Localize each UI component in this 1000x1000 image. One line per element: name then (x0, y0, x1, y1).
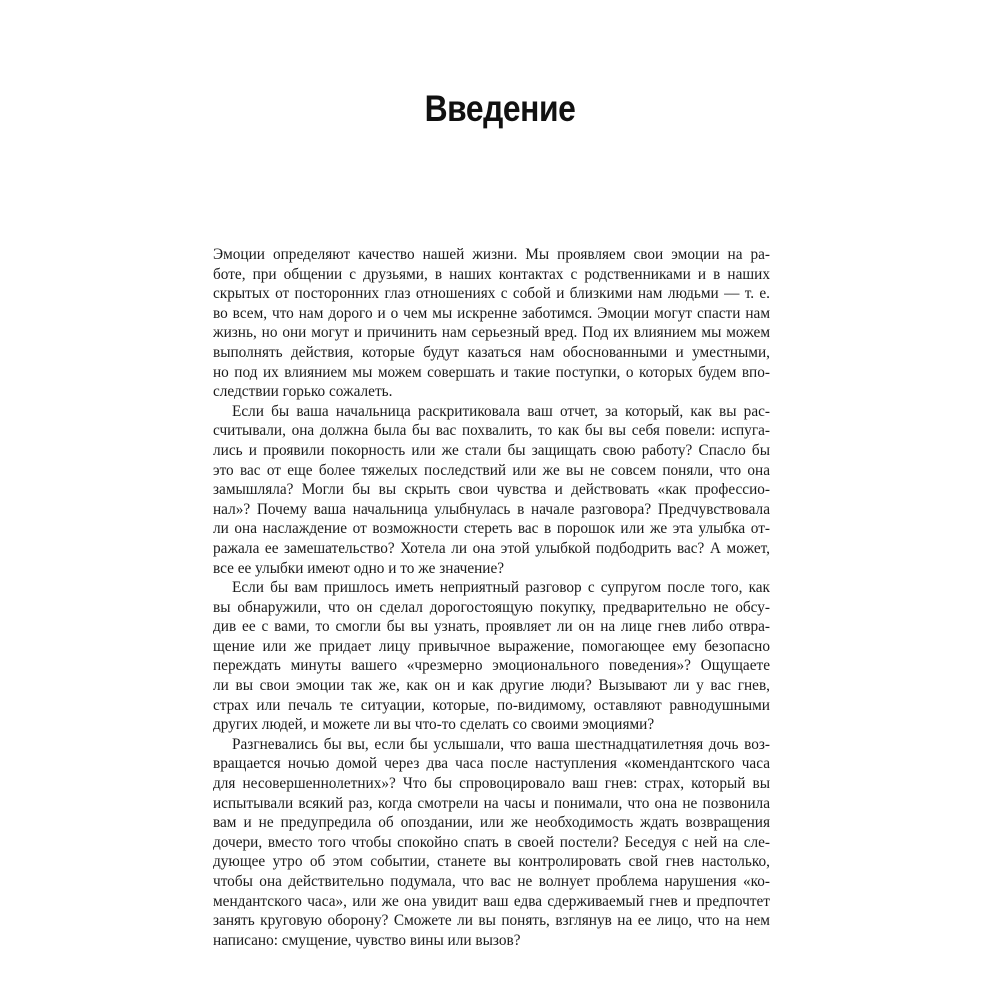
text-line: дующее утро об этом событии, станете вы контролировать свой гнев настолько, (213, 853, 770, 871)
text-line: боте, при общении с друзьями, в наших контактах с родственниками и в наших (213, 265, 770, 283)
text-line: вращается ночью домой через два часа после наступления «комендантского часа (213, 755, 770, 773)
text-line: дочери, вместо того чтобы спокойно спать в своей постели? Беседуя с ней на сле- (213, 833, 770, 851)
text-line: написано: смущение, чувство вины или вызов? (213, 931, 521, 949)
text-line: переждать минуты вашего «чрезмерно эмоционального поведения»? Ощущаете (213, 657, 770, 675)
text-line: других людей, и можете ли вы что-то сделать со своими эмоциями? (213, 716, 655, 734)
chapter-title: Введение (424, 88, 576, 129)
text-line: все ее улыбки имеют одно и то же значение? (213, 559, 505, 577)
text-line: мендантского часа», или же она увидит ваш едва сдерживаемый гнев и предпочтет (213, 892, 770, 910)
text-line: выполнять действия, которые будут казаться нам обоснованными и уместными, (213, 343, 770, 361)
text-line: ли она наслаждение от возможности стереть вас в порошок или же эта улыбка от- (213, 520, 770, 538)
paragraph (213, 578, 770, 735)
text-line: див ее с вами, то смогли бы вы узнать, проявляет ли он на лице гнев либо отвра- (213, 618, 770, 636)
text-line: замышляла? Могли бы вы скрыть свои чувства и действовать «как профессио- (213, 481, 770, 499)
paragraph (213, 245, 770, 402)
text-line: ли вы свои эмоции так же, как он и как другие люди? Вызывают ли у вас гнев, (213, 677, 770, 695)
text-line: Если бы вам пришлось иметь неприятный разговор с супругом после того, как (232, 579, 770, 597)
text-line: во всем, что нам дорого и о чем мы искренне заботимся. Эмоции могут спасти нам (213, 304, 770, 322)
text-line: для несовершеннолетних»? Что бы спровоцировало ваш гнев: страх, который вы (213, 775, 770, 793)
text-line: жизнь, но они могут и причинить нам серьезный вред. Под их влиянием мы можем (213, 324, 770, 342)
text-line: Разгневались бы вы, если бы услышали, что ваша шестнадцатилетняя дочь воз- (232, 735, 770, 753)
text-line: чтобы она действительно подумала, что вас не волнует проблема нарушения «ко- (213, 873, 770, 890)
body-text (213, 245, 770, 950)
text-line: но под их влиянием мы можем совершать и такие поступки, о которых будем впо- (213, 363, 770, 381)
text-line: ражала ее замешательство? Хотела ли она этой улыбкой подбодрить вас? А может, (213, 539, 770, 557)
text-line: лись и проявили покорность или же стали бы защищать свою работу? Спасло бы (213, 441, 770, 459)
text-line: страх или печаль те ситуации, которые, по-видимому, оставляют равнодушными (213, 696, 770, 714)
paragraph (213, 735, 770, 951)
text-line: испытывали всякий раз, когда смотрели на часы и понимали, что она не позвонила (213, 794, 770, 812)
text-line: следствии горько сожалеть. (213, 383, 393, 401)
text-line: считывали, она должна была бы вас похвалить, то как бы вы себя повели: испуга- (213, 422, 770, 440)
text-line: скрытых от посторонних глаз отношениях с собой и близкими нам людьми — т. е. (213, 285, 770, 303)
text-line: щение или же придает лицу привычное выражение, помогающее ему безопасно (213, 637, 770, 655)
text-line: вы обнаружили, что он сделал дорогостоящую покупку, предварительно не обсу- (213, 598, 770, 616)
text-line: занять круговую оборону? Сможете ли вы понять, взглянув на ее лицо, что на нем (213, 912, 770, 930)
paragraph (213, 402, 770, 578)
text-line: вам и не предупредила об опоздании, или же необходимость ждать возвращения (213, 814, 770, 832)
text-line: Эмоции определяют качество нашей жизни. Мы проявляем свои эмоции на ра- (213, 246, 770, 263)
text-line: это вас от еще более тяжелых последствий или же вы не совсем поняли, что она (213, 461, 770, 479)
text-line: нал»? Почему ваша начальница улыбнулась в начале разговора? Предчувствовала (213, 500, 770, 518)
text-line: Если бы ваша начальница раскритиковала ваш отчет, за который, как вы рас- (232, 402, 770, 420)
